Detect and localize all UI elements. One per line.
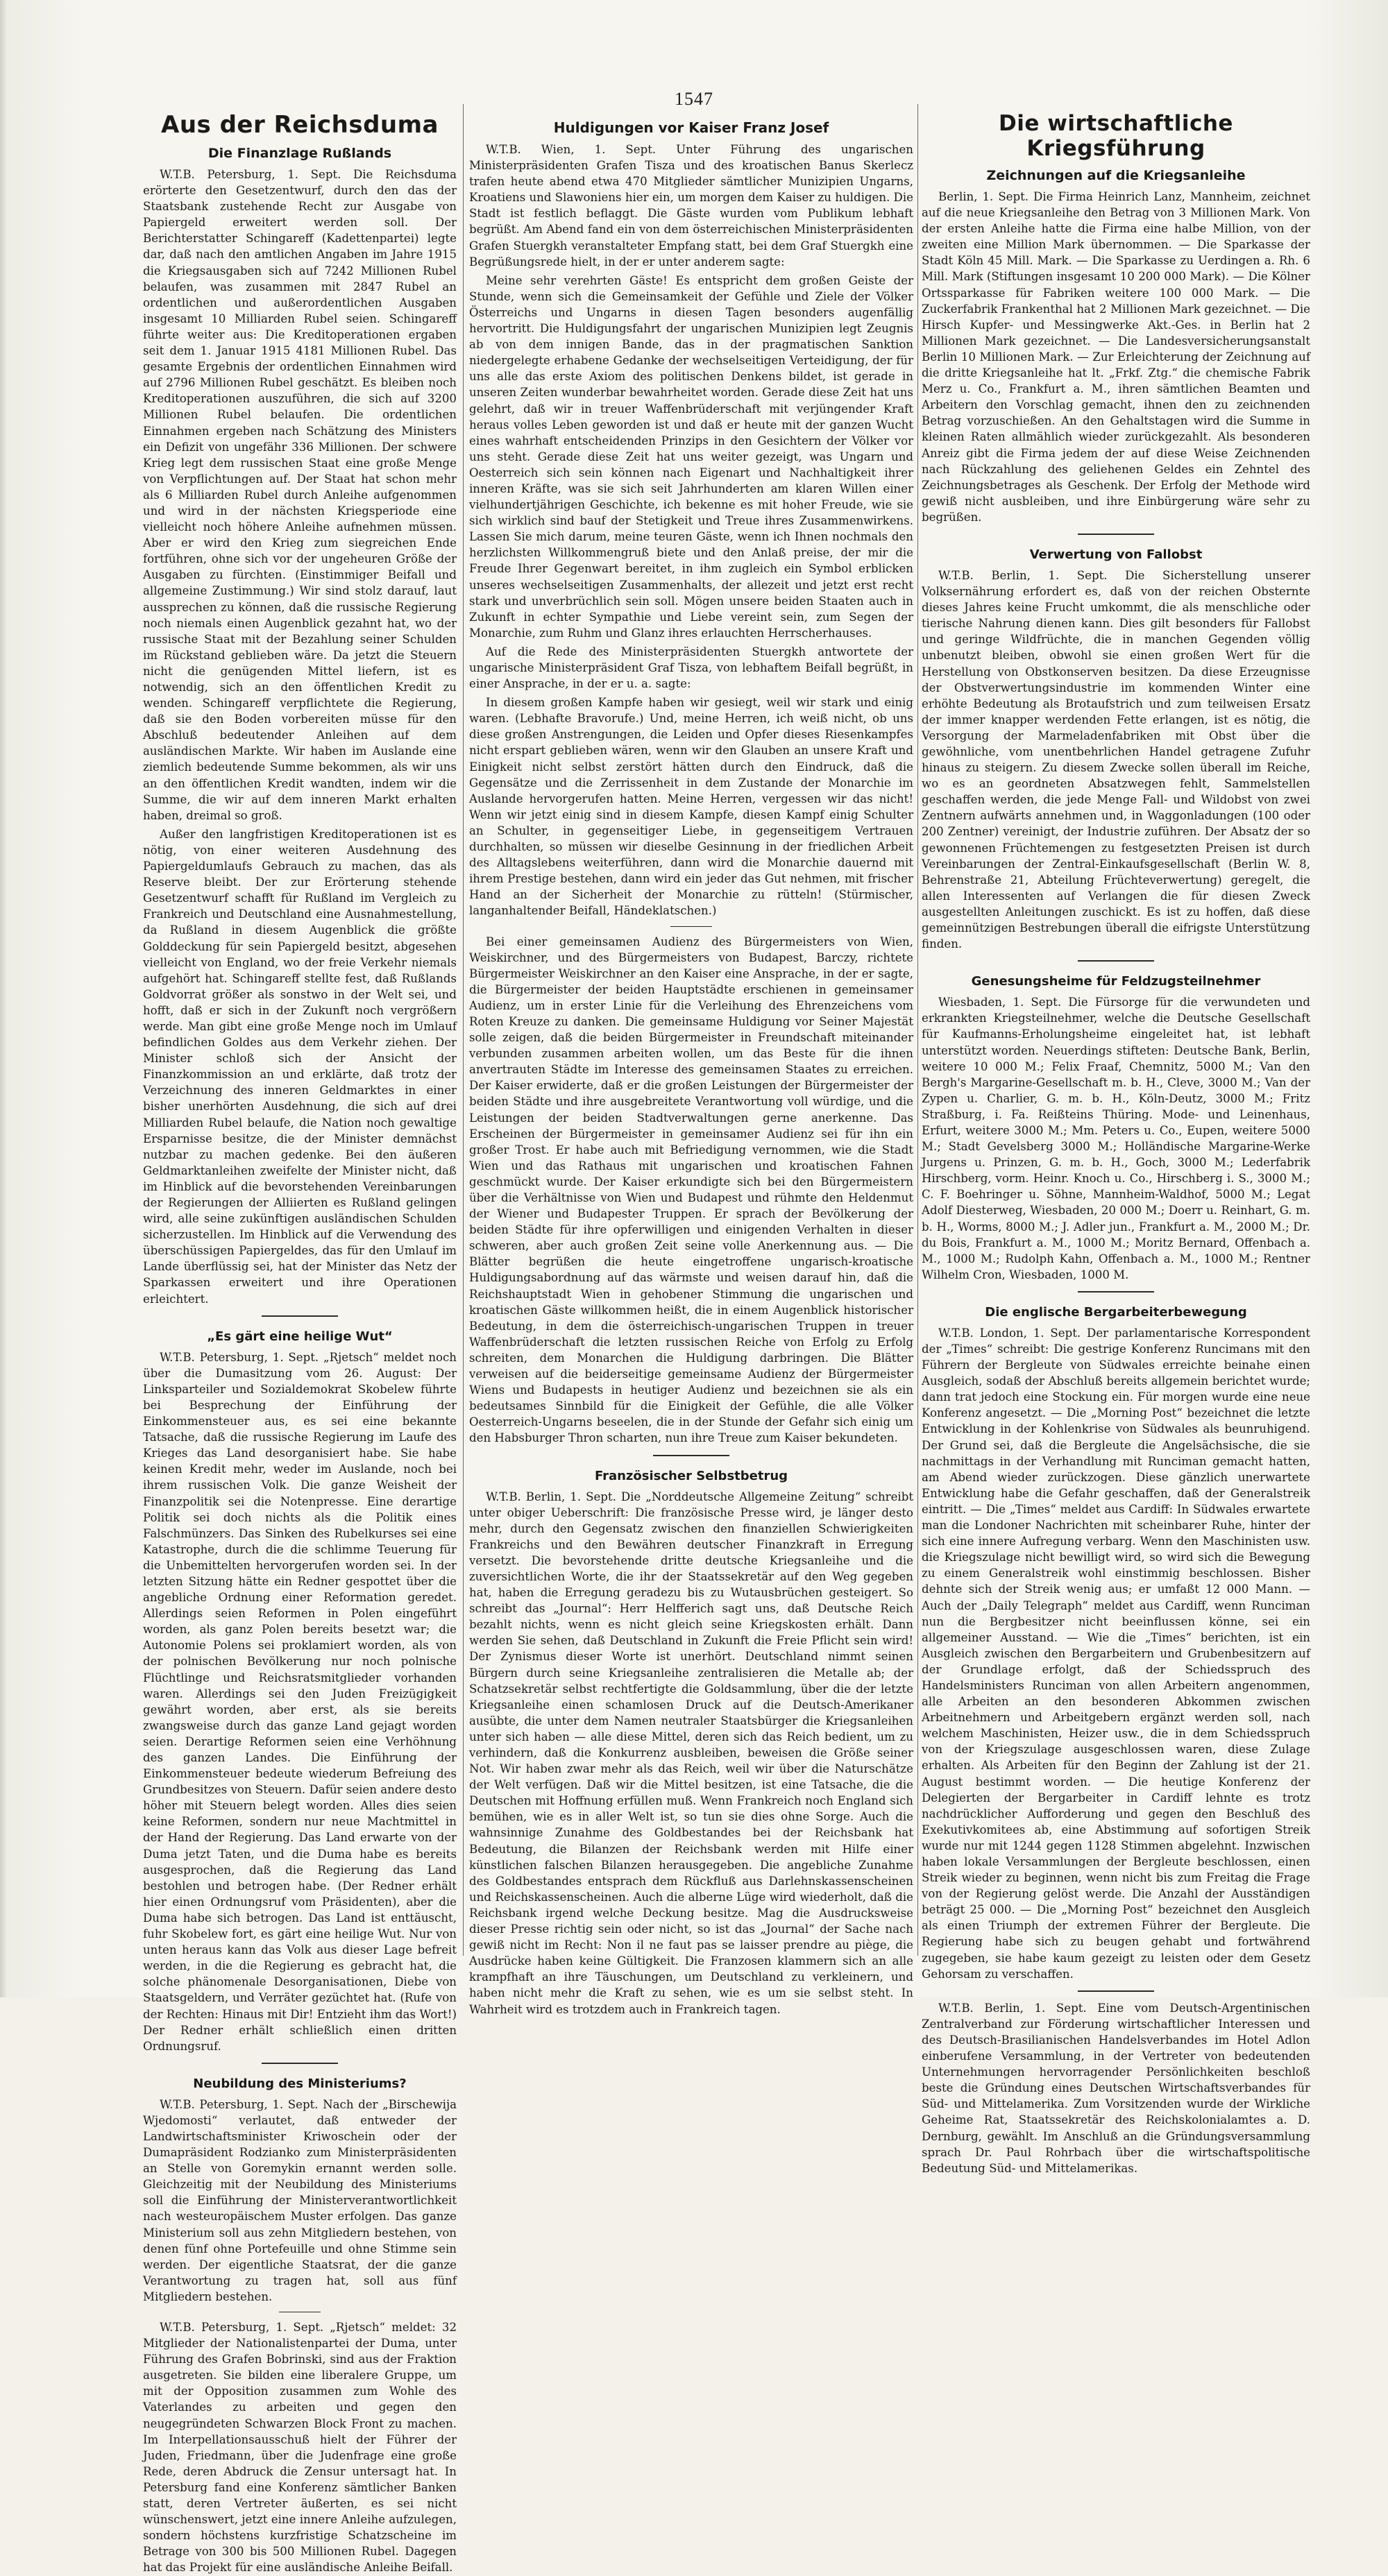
- article-paragraph: Außer den langfristigen Kreditoperationen ist es nötig, von einer weiteren Ausdehnung des Papiergeldumlaufs Gebrauch zu machen, das als Reserve bleibt. Der zur Erörterung stehende Gesetzentwurf schafft für Rußland im Vergleich zu Frankreich und Deutschland eine Ausnahmestellung, da Rußland in diesem Augenblick die größte Golddeckung für sein Papiergeld besitzt, abgesehen vielleicht von England, wo der freie Verkehr niemals aufgehört hat. Schingareff stellte fest, daß Rußlands Goldvorrat größer als sonstwo in der Welt sei, und hofft, daß er sich in der Zukunft noch vergrößern werde. Man gibt eine große Menge noch im Umlauf befindlichen Goldes aus dem Verkehr ziehen. Der Minister schloß sich der Ansicht der Finanzkommission an und erklärte, daß trotz der Verzeichnung des inneren Geldmarktes in einer bisher unerhörten Ausdehnung, die sich auf drei Milliarden Rubel belaufe, die Nation noch gewaltige Ersparnisse besitze, die der Minister demnächst nutzbar zu machen gedenke. Bei den äußeren Geldmarktanleihen zweifelte der Minister nicht, daß im Hinblick auf die bevorstehenden Vereinbarungen der Regierungen der Alliierten es Rußland gelingen wird, alle seine zukünftigen ausländischen Schulden sicherzustellen. Im Hinblick auf die Verwendung des überschüssigen Papiergeldes, das für den Umlauf im Lande überflüssig sei, hat der Minister das Netz der Sparkassen erweitert und ihre Operationen erleichtert.: [143, 827, 457, 1306]
- article-heading: Huldigungen vor Kaiser Franz Josef: [553, 119, 829, 136]
- section-heading: „Es gärt eine heilige Wut“: [207, 1329, 393, 1344]
- section-divider: [1078, 1990, 1154, 1992]
- section-heading: Französischer Selbstbetrug: [594, 1468, 788, 1483]
- column-right: [922, 110, 1310, 2175]
- article-paragraph: W.T.B. Berlin, 1. Sept. Eine vom Deutsch-Argentinischen Zentralverband zur Förderung wirtschaftlicher Interessen und des Deutsch-Brasilianischen Handelsverbandes im Hotel Adlon einberufene Versammlung, in der Vertreter von bedeutenden Unternehmungen hervorragender Persönlichkeiten beschloß beste die Gründung eines Deutschen Wirtschaftsverbandes für Süd- und Mittelamerika. Zum Vorsitzenden wurde der Wirkliche Geheime Rat, Staatssekretär des Reichskolonialamtes a. D. Dernburg, gewählt. Im Anschluß an die Gründungsversammlung sprach Dr. Paul Rohrbach über die wirtschaftspolitische Bedeutung Süd- und Mittelamerikas.: [922, 2001, 1310, 2175]
- article-paragraph: W.T.B. Petersburg, 1. Sept. Nach der „Birschewija Wjedomosti“ verlautet, daß entweder der Landwirtschaftsminister Kriwoschein oder der Dumapräsident Rodzianko zum Ministerpräsidenten an Stelle von Goremykin ernannt werden solle. Gleichzeitig mit der Neubildung des Ministeriums soll die Einführung der Ministerverantwortlichkeit nach westeuropäischem Muster erfolgen. Das ganze Ministerium soll aus zehn Mitgliedern bestehen, von denen fünf ohne Portefeuille und ohne Stimme sein werden. Der eigentliche Staatsrat, der die ganze Verantwortung zu tragen hat, soll aus fünf Mitgliedern bestehen.: [143, 2097, 457, 2303]
- article-paragraph: Berlin, 1. Sept. Die Firma Heinrich Lanz, Mannheim, zeichnet auf die neue Kriegsanleihe den Betrag von 3 Millionen Mark. Von der ersten Anleihe hatte die Firma eine halbe Million, von der zweiten eine Million Mark übernommen. — Die Sparkasse der Stadt Köln 45 Mill. Mark. — Die Sparkasse zu Uerdingen a. Rh. 6 Mill. Mark (Stiftungen insgesamt 10 200 000 Mark). — Die Kölner Ortssparkasse für Fabriken weitere 100 000 Mark. — Die Zuckerfabrik Frankenthal hat 2 Millionen Mark gezeichnet. — Die Hirsch Kupfer- und Messingwerke Akt.-Ges. in Berlin hat 2 Millionen Mark gezeichnet. — Die Landesversicherungsanstalt Berlin 10 Millionen Mark. — Zur Erleichterung der Zeichnung auf die dritte Kriegsanleihe hat lt. „Frkf. Ztg.“ die chemische Fabrik Merz u. Co., Frankfurt a. M., ihren sämtlichen Beamten und Arbeitern den Vorschlag gemacht, ihnen den zu zeichnenden Betrag vorzuschießen. An den Gehaltstagen wird die Summe in kleinen Raten allmählich wieder zurückgezahlt. Als besonderen Anreiz gibt die Firma jedem der auf diese Weise Zeichnenden nach Rückzahlung des geliehenen Geldes ein Zehntel des Zeichnungsbetrages als Geschenk. Der Erfolg der Methode wird gewiß nicht ausbleiben, und ihre Einbürgerung wäre sehr zu begrüßen.: [922, 190, 1310, 524]
- article-paragraph: Auf die Rede des Ministerpräsidenten Stuergkh antwortete der ungarische Ministerpräsident Graf Tisza, von lebhaftem Beifall begrüßt, in einer Ansprache, in der er u. a. sagte:: [469, 645, 913, 691]
- section-divider: [1078, 960, 1154, 962]
- article-paragraph: W.T.B. Petersburg, 1. Sept. „Rjetsch“ meldet noch über die Dumasitzung vom 26. August: Der Linksparteiler und Sozialdemokrat Skobelew führte bei Besprechung der Einführung der Einkommensteuer aus, es sei eine bekannte Tatsache, daß die russische Regierung im Laufe des Krieges das Land desorganisiert habe. Sie habe keinen Kredit mehr, weder im Auslande, noch bei ihrem russischen Volk. Die ganze Weisheit der Finanzpolitik sei die Notenpresse. Eine derartige Politik sei doch nichts als die Politik eines Falschmünzers. Das Sinken des Rubelkurses sei eine Katastrophe, durch die die schlimme Teuerung für die Unbemittelten hervorgerufen worden sei. In der letzten Sitzung hätte ein Redner gespottet über die angebliche Ordnung einer Reformation geredet. Allerdings seien Reformen in Polen eingeführt worden, als ganz Polen bereits besetzt war; die Autonomie Polens sei proklamiert worden, als von der polnischen Bevölkerung nur noch polnische Flüchtlinge und Reichsratsmitglieder vorhanden waren. Allerdings sei den Juden Freizügigkeit gewährt worden, aber erst, als sie bereits zwangsweise durch das ganze Land gejagt worden seien. Derartige Reformen seien eine Verhöhnung des ganzen Landes. Die Einführung der Einkommensteuer bedeute wiederum Befreiung des Grundbesitzes von Steuern. Dafür seien andere desto höher mit Steuern belegt worden. Alles dies seien keine Reformen, sondern nur neue Machtmittel in der Hand der Regierung. Das Land erwarte von der Duma jetzt Taten, und die Duma habe es bereits ausgesprochen, daß die Regierung das Land bestohlen und betrogen habe. (Der Redner erhält hier einen Ordnungsruf vom Präsidenten), aber die Duma habe sich betrogen. Das Land ist enttäuscht, fuhr Skobelew fort, es gärt eine heilige Wut. Nur von unten heraus kann das Volk aus dieser Lage befreit werden, in die die Regierung es gebracht hat, die solche phänomenale Desorganisationen, Diebe von Staatsgeldern, und Verräter gezüchtet hat. (Rufe von der Rechten: Hinaus mit Dir! Entzieht ihm das Wort!) Der Redner erhält schließlich einen dritten Ordnungsruf.: [143, 1350, 457, 2053]
- article-paragraph: W.T.B. Berlin, 1. Sept. Die Sicherstellung unserer Volksernährung erfordert es, daß von der reichen Obsternte dieses Jahres keine Frucht umkommt, die als menschliche oder tierische Nahrung dienen kann. Dies gilt besonders für Fallobst und geringe Wildfrüchte, die in manchen Gegenden völlig unbenutzt bleiben, obwohl sie einen großen Wert für die Herstellung von Obstkonserven besitzen. Da diese Erzeugnisse der Obstverwertungsindustrie im kommenden Winter eine erhöhte Bedeutung als Brotaufstrich und zum teilweisen Ersatz der immer knapper werdenden Fette erlangen, ist es nötig, die Versorgung der Marmeladenfabriken mit Obst über die gewöhnliche, vom unentbehrlichen Handel getragene Zufuhr hinaus zu steigern. Zu diesem Zwecke sollen überall im Reiche, wo es an geordneten Absatzwegen fehlt, Sammelstellen geschaffen werden, die jede Menge Fall- und Wildobst von zwei Zentnern aufwärts annehmen und, in Waggonladungen (100 oder 200 Zentner) vereinigt, der Industrie zuführen. Der Absatz der so gewonnenen Früchtemengen zu festgesetzten Preisen ist durch Vereinbarungen der Zentral-Einkaufsgesellschaft (Berlin W. 8, Behrenstraße 21, Abteilung Früchteverwertung) geregelt, die allen Interessenten auf Verlangen die für diesen Zweck ausgestellten Anleitungen zuschickt. Es ist zu hoffen, daß diese gemeinnützigen Bestrebungen überall die eifrigste Unterstützung finden.: [922, 568, 1310, 951]
- section-heading: Neubildung des Ministeriums?: [193, 2076, 407, 2091]
- section-divider: [262, 2063, 338, 2064]
- section-divider: [262, 1315, 338, 1317]
- section-divider: [653, 1455, 729, 1456]
- section-heading: Genesungsheime für Feldzugsteilnehmer: [971, 974, 1261, 989]
- page-number: 1547: [675, 89, 713, 109]
- article-paragraph: Wiesbaden, 1. Sept. Die Fürsorge für die verwundeten und erkrankten Kriegsteilnehmer, welche die Deutsche Gesellschaft für Kaufmanns-Erholungsheime eingeleitet hat, ist lebhaft unterstützt worden. Neuerdings stifteten: Deutsche Bank, Berlin, weitere 10 000 M.; Felix Fraaf, Chemnitz, 5000 M.; Van den Bergh's Margarine-Gesellschaft m. b. H., Cleve, 3000 M.; Van der Zypen u. Charlier, G. m. b. H., Köln-Deutz, 3000 M.; Fritz Straßburg, i. Fa. Reißteins Thüring. Mode- und Leinenhaus, Erfurt, weitere 3000 M.; Mm. Peters u. Co., Eupen, weitere 5000 M.; Stadt Gevelsberg 3000 M.; Holländische Margarine-Werke Jurgens u. Prinzen, G. m. b. H., Goch, 3000 M.; Lederfabrik Hirschberg, vorm. Heinr. Knoch u. Co., Hirschberg i. S., 3000 M.; C. F. Boehringer u. Söhne, Mannheim-Waldhof, 5000 M.; Legat Adolf Diesterweg, Wiesbaden, 20 000 M.; Doerr u. Reinhart, G. m. b. H., Worms, 8000 M.; J. Adler jun., Frankfurt a. M., 2000 M.; Dr. du Bois, Frankfurt a. M., 1000 M.; Moritz Bernard, Offenbach a. M., 1000 M.; Rudolph Kahn, Offenbach a. M., 1000 M.; Rentner Wilhelm Cron, Wiesbaden, 1000 M.: [922, 996, 1310, 1281]
- section-divider: [1078, 1291, 1154, 1293]
- article-paragraph: In diesem großen Kampfe haben wir gesiegt, weil wir stark und einig waren. (Lebhafte Bravorufe.) Und, meine Herren, ich weiß nicht, ob uns diese großen Anstrengungen, die Leiden und Opfer dieses Riesenkampfes nicht erspart geblieben wären, wenn wir den Glauben an unsere Kraft und Einigkeit nicht selbst zerstört hätten durch den Eindruck, daß die Gegensätze und die Zerrissenheit in dem Zustande der Monarchie im Auslande hervorgerufen hatten. Meine Herren, vergessen wir das nicht! Wenn wir jetzt einig sind in diesem Kampfe, diesen Kampf einig Schulter an Schulter, in gegenseitiger Liebe, in gegenseitigem Vertrauen durchhalten, so müssen wir dieselbe Gesinnung in der friedlichen Arbeit des Alltagslebens weiterführen, dann wird die Monarchie dauernd mit ihrem Prestige bestehen, dann wird ein jeder das Gut nehmen, mit frischer Hand an der Sicherheit der Monarchie zu rütteln! (Stürmischer, langanhaltender Beifall, Händeklatschen.): [469, 696, 913, 918]
- article-paragraph: W.T.B. Petersburg, 1. Sept. „Rjetsch“ meldet: 32 Mitglieder der Nationalistenpartei der Duma, unter Führung des Grafen Bobrinski, sind aus der Fraktion ausgetreten. Sie bilden eine liberalere Gruppe, um mit der Opposition zusammen zum Wohle des Vaterlandes zu arbeiten und gegen den neugegründeten Schwarzen Block Front zu machen. Im Interpellationsausschuß hielt der Führer der Juden, Friedmann, über die Judenfrage eine große Rede, deren Abdruck die Zensur untersagt hat. In Petersburg fand eine Konferenz sämtlicher Banken statt, deren Vertreter äußerten, es sei nicht wünschenswert, jetzt eine innere Anleihe aufzulegen, sondern höchstens kurzfristige Schatzscheine im Betrage von 300 bis 500 Millionen Rubel. Dagegen hat das Projekt für eine ausländische Anleihe Beifall.: [143, 2321, 457, 2575]
- column-middle: [469, 110, 913, 2016]
- section-divider: [670, 926, 712, 927]
- article-heading: Die wirtschaftliche Kriegsführung: [999, 111, 1233, 161]
- article-paragraph: W.T.B. Berlin, 1. Sept. Die „Norddeutsche Allgemeine Zeitung“ schreibt unter obiger Ueberschrift: Die französische Presse wird, je länger desto mehr, durch den Gegensatz zwischen den finanziellen Schwierigkeiten Frankreichs und den Bewähren deutscher Finanzkraft in Erregung versetzt. Die bevorstehende dritte deutsche Kriegsanleihe und die zuversichtlichen Worte, die ihr der Staatssekretär auf den Weg gegeben hat, haben die Erregung geradezu bis zu Wutausbrüchen gesteigert. So schreibt das „Journal“: Herr Helfferich sagt uns, daß Deutsche Reich bezahlt nichts, wenn es nicht gleich seine Kriegskosten erhält. Dann werden Sie sehen, daß Deutschland in Zukunft die Freie Pflicht sein wird! Der Zynismus dieser Worte ist unerhört. Deutschland nimmt seinen Bürgern durch seine Kriegsanleihe zentralisieren die Metalle ab; der Schatzsekretär selbst rechtfertigte die Goldsammlung, über die der letzte Kriegsanleihe einen schamlosen Druck auf die Deutsch-Amerikaner ausübte, die unter dem Namen neutraler Staatsbürger die Kriegsanleihen unter sich haben — alle diese Mittel, deren sich das Reich bedient, um zu verhindern, daß die Konkurrenz ausbleiben, beweisen die Größe seiner Not. Wir haben zwar mehr als das Reich, weil wir über die Naturschätze der Welt verfügen. Daß wir die Mittel besitzen, ist eine Tatsache, die die Deutschen mit Hoffnung erfüllen muß. Wenn Frankreich noch England sich bemühen, wie es in aller Welt ist, so tun sie dies ohne Sorge. Auch die wahnsinnige Zunahme des Goldbestandes bei der Reichsbank hat Bedeutung, die Bilanzen der Reichsbank werden mit Hilfe einer künstlichen falschen Bilanzen herausgegeben. Die angebliche Zunahme des Goldbestandes entsprach dem Rückfluß aus Darlehnskassenscheinen und Reichskassenscheinen. Auch die alberne Lüge wird wiederholt, daß die Reichsbank irgend welche Deckung besitze. Mag die Ausdrucksweise dieser Presse richtig sein oder nicht, so ist das „Journal“ der Sache nach gewiß nicht im Recht: Non il ne faut pas se laisser prendre au piège, die Ausdrücke haben keine Gültigkeit. Die Franzosen klammern sich an alle krampfhaft an ihre Täuschungen, um Deutschland zu verkleinern, und haben nicht mehr die Kraft zu sehen, wie es um sie selbst steht. In Wahrheit wird es trotzdem auch in Frankreich tagen.: [469, 1490, 913, 2016]
- section-heading: Die englische Bergarbeiterbewegung: [985, 1304, 1247, 1320]
- article-heading: Aus der Reichsduma: [161, 111, 439, 139]
- article-paragraph: W.T.B. London, 1. Sept. Der parlamentarische Korrespondent der „Times“ schreibt: Die gestrige Konferenz Runcimans mit den Führern der Bergleute von Südwales erreichte beinahe einen Ausgleich, sodaß der Abschluß bereits allgemein berichtet wurde; dann trat jedoch eine Stockung ein. Für morgen wurde eine neue Konferenz angesetzt. — Die „Morning Post“ bezeichnet die letzte Entwicklung in der Kohlenkrise von Südwales als beunruhigend. Der Grund sei, daß die Bergleute die Angelsächsische, die sie nachmittags in der Verhandlung mit Runciman gemacht hatten, am Abend wieder zurückzogen. Diese gänzlich unerwartete Entwicklung habe die Gefahr geschaffen, daß der Generalstreik eintritt. — Die „Times“ meldet aus Cardiff: In Südwales erwartete man die Londoner Nachrichten mit scheinbarer Ruhe, hinter der sich eine innere Aufregung verbarg. Wenn den Maschinisten usw. die Kriegszulage nicht bewilligt wird, so wird sich die Bewegung zu einem Generalstreik wohl einstimmig beschlossen. Bisher dehnte sich der Streik wenig aus; er umfaßt 12 000 Mann. — Auch der „Daily Telegraph“ meldet aus Cardiff, wenn Runciman nun die Bergbesitzer nicht beeinflussen könne, sei ein allgemeiner Ausstand. — Wie die „Times“ berichten, ist ein Ausgleich zwischen den Bergarbeitern und Grubenbesitzern auf der Grundlage erfolgt, daß der Schiedsspruch des Handelsministers Runciman von allen Arbeitern angenommen, alle Arbeiten an den besonderen Abkommen zwischen Arbeitnehmern und Arbeitgebern ergänzt werden soll, nach welchem Maschinisten, Heizer usw., die in dem Schiedsspruch von der Kriegszulage ausgeschlossen waren, diese Zulage erhalten. Als Arbeiten für den Beginn der Zahlung ist der 21. August bestimmt worden. — Die heutige Konferenz der Delegierten der Bergarbeiter in Cardiff lehnte es trotz nachdrücklicher Aufforderung und gegen den Beschluß des Exekutivkomitees ab, eine Abstimmung auf sofortigen Streik wurde nur mit 1244 gegen 1128 Stimmen abgelehnt. Inzwischen haben lokale Versammlungen der Bergleute beschlossen, einen Streik wieder zu beginnen, wenn nicht bis zum Freitag die Frage von der Regierung gelöst werde. Die Anzahl der Ausständigen beträgt 25 000. — Die „Morning Post“ bezeichnet den Ausgleich als einen Triumph der extremen Führer der Bergleute. Die Regierung habe sich zu beugen gehabt und fortwährend zugegeben, sie habe kaum gezeigt zu leisten oder dem Gesetz Gehorsam zu verschaffen.: [922, 1326, 1310, 1981]
- article-subheading: Die Finanzlage Rußlands: [208, 146, 392, 161]
- page-edge-shadow: [0, 0, 7, 1997]
- column-left: [143, 110, 457, 2575]
- article-paragraph: Meine sehr verehrten Gäste! Es entspricht dem großen Geiste der Stunde, wenn sich die Gemeinsamkeit der Gefühle und Ziele der Völker Österreichs und Ungarns in diesen Tagen besonders augenfällig hervortritt. Die Huldigungsfahrt der ungarischen Munizipien legt Zeugnis ab von dem innigen Bande, das in der pragmatischen Sanktion niedergelegte erhabene Gedanke der wechselseitigen Verteidigung, der für uns alle das erste Axiom des politischen Denkens bildet, ist gerade in unseren Zeiten wunderbar bewahrheitet worden. Gerade diese Zeit hat uns gelehrt, daß wir in treuer Waffenbrüderschaft mit verjüngender Kraft heraus volles Leben geworden ist und daß er heute mit der ganzen Wucht eines wahrhaft entscheidenden Prinzips in den Gesichtern der Völker vor uns steht. Gerade diese Zeit hat uns weiter gezeigt, was Ungarn und Oesterreich sich sein können nach Eigenart und Nachhaltigkeit ihrer inneren Kräfte, was sie sich seit Jahrhunderten am klaren Willen einer vielhundertjährigen Geschichte, ich bekenne es mit hoher Freude, wie sie sich wirklich sind bauf der Stetigkeit und Treue ihres Zusammenwirkens. Lassen Sie mich darum, meine teuren Gäste, wenn ich Ihnen nochmals den herzlichsten Willkommengruß biete und den Anlaß preise, der mir die Freude Ihrer Gegenwart bereitet, in ihm zugleich ein Symbol erblicken unseres wechselseitigen Zusammenhalts, der allezeit und jetzt erst recht stark und unverbrüchlich sein soll. Mögen unsere beiden Staaten auch in Zukunft in echter Sympathie und Liebe vereint sein, zum Segen der Monarchie, zum Ruhm und Glanz ihres erlauchten Herrscherhauses.: [469, 273, 913, 640]
- section-divider: [1078, 534, 1154, 535]
- article-paragraph: Bei einer gemeinsamen Audienz des Bürgermeisters von Wien, Weiskirchner, und des Bürgermeisters von Budapest, Barczy, richtete Bürgermeister Weiskirchner an den Kaiser eine Ansprache, in der er sagte, die Bürgermeister der beiden Hauptstädte erschienen in gemeinsamer Audienz, um in erster Linie für die Verleihung des Ehrenzeichens vom Roten Kreuze zu danken. Die gemeinsame Huldigung vor Seiner Majestät solle zeigen, daß die beiden Bürgermeister in Freundschaft miteinander verbunden zusammen arbeiten wollen, um das Beste für die ihnen anvertrauten Städte im Interesse des gemeinsamen Staates zu erreichen. Der Kaiser erwiderte, daß er die großen Leistungen der Bürgermeister der beiden Städte und ihre ausgebreitete Verantwortung voll würdige, und die Leistungen der beiden Stadtverwaltungen gerne anerkenne. Das Erscheinen der Bürgermeister in gemeinsamer Audienz sei für ihn ein großer Trost. Er habe auch mit Befriedigung vernommen, wie die Stadt Wien und das Rathaus mit ungarischen und kroatischen Fahnen geschmückt wurde. Der Kaiser erkundigte sich bei den Bürgermeistern über die Verhältnisse von Wien und Budapest und rühmte den Heldenmut der Wiener und Budapester Truppen. Er sprach der Bevölkerung der beiden Städte für ihre opferwilligen und einigenden Verhalten in dieser schweren, aber auch großen Zeit seine volle Anerkennung aus. — Die Blätter begrüßen die heute eingetroffene ungarisch-kroatische Huldigungsabordnung auf das wärmste und weisen darauf hin, daß die Reichshauptstadt Wien in gehobener Stimmung die ungarischen und kroatischen Gäste willkommen heißt, die in einem Augenblick historischer Bedeutung, in dem die österreichisch-ungarischen Truppen in treuer Waffenbrüderschaft die letzten russischen Reiche von Erfolg zu Erfolg schreiten, dem Monarchen die Huldigung darbringen. Die Blätter verweisen auf die beiderseitige gemeinsame Audienz der Bürgermeister Wiens und Budapests in heutiger Audienz und bezeichnen sie als ein bedeutsames Sinnbild für die Einigkeit der Gefühle, die alle Völker Oesterreich-Ungarns beseelen, die in der Stunde der Gefahr sich einig um den Habsburger Thron scharten, nun ihre Treue zum Kaiser bekundeten.: [469, 935, 913, 1445]
- article-subheading: Zeichnungen auf die Kriegsanleihe: [986, 168, 1246, 183]
- article-paragraph: W.T.B. Petersburg, 1. Sept. Die Reichsduma erörterte den Gesetzentwurf, durch den das der Staatsbank zustehende Recht zur Ausgabe von Papiergeld erweitert werden soll. Der Berichterstatter Schingareff (Kadettenpartei) legte dar, daß nach den amtlichen Angaben im Jahre 1915 die Kriegsausgaben sich auf 7242 Millionen Rubel belaufen, was zusammen mit 2847 Rubel an ordentlichen und außerordentlichen Ausgaben insgesamt 10 Milliarden Rubel seien. Schingareff führte weiter aus: Die Kreditoperationen ergaben seit dem 1. Januar 1915 4181 Millionen Rubel. Das gesamte Ergebnis der ordentlichen Einnahmen wird auf 2796 Millionen Rubel geschätzt. Es bleiben noch Kreditoperationen auszuführen, die sich auf 3200 Millionen Rubel belaufen. Die ordentlichen Einnahmen ergeben nach Schätzung des Ministers ein Defizit von ungefähr 336 Millionen. Der schwere Krieg legt dem russischen Staat eine große Menge von Verpflichtungen auf. Der Staat hat schon mehr als 6 Milliarden Rubel durch Anleihe aufgenommen und wird in der nächsten Kriegsperiode eine vielleicht noch höhere Anleihe aufnehmen müssen. Aber er wird den Krieg zum siegreichen Ende fortführen, ohne sich vor der ungeheuren Größe der Ausgaben zu fürchten. (Einstimmiger Beifall und allgemeine Zustimmung.) Wir sind stolz darauf, laut aussprechen zu können, daß die russische Regierung noch niemals einen Augenblick gezahnt hat, wo der russische Staat mit der Bezahlung seiner Schulden im Rückstand geblieben wäre. Da jetzt die Steuern nicht die genügenden Mittel liefern, ist es notwendig, sich an den öffentlichen Kredit zu wenden. Schingareff verpflichtete die Regierung, daß sie den Boden vorbereiten müsse für den Abschluß bedeutender Anleihen auf dem ausländischen Markte. Wir haben im Auslande eine ziemlich bedeutende Summe bekommen, als wir uns an den öffentlichen Kredit wandten, indem wir die Summe, die wir auf dem inneren Markt erhalten haben, dreimal so groß.: [143, 168, 457, 822]
- column-rule: [463, 104, 464, 1956]
- article-paragraph: W.T.B. Wien, 1. Sept. Unter Führung des ungarischen Ministerpräsidenten Grafen Tisza und des kroatischen Banus Skerlecz trafen heute abend etwa 470 Mitglieder sämtlicher Munizipien Ungarns, Kroatiens und Slawoniens hier ein, um morgen dem Kaiser zu huldigen. Die Stadt ist festlich beflaggt. Die Gäste wurden vom Publikum lebhaft begrüßt. Am Abend fand ein von dem österreichischen Ministerpräsidenten Grafen Stuergkh veranstalteter Empfang statt, bei dem Graf Stuergkh eine Begrüßungsrede hielt, in der er unter anderem sagte:: [469, 143, 913, 268]
- section-heading: Verwertung von Fallobst: [1029, 547, 1203, 562]
- column-rule: [917, 104, 918, 1956]
